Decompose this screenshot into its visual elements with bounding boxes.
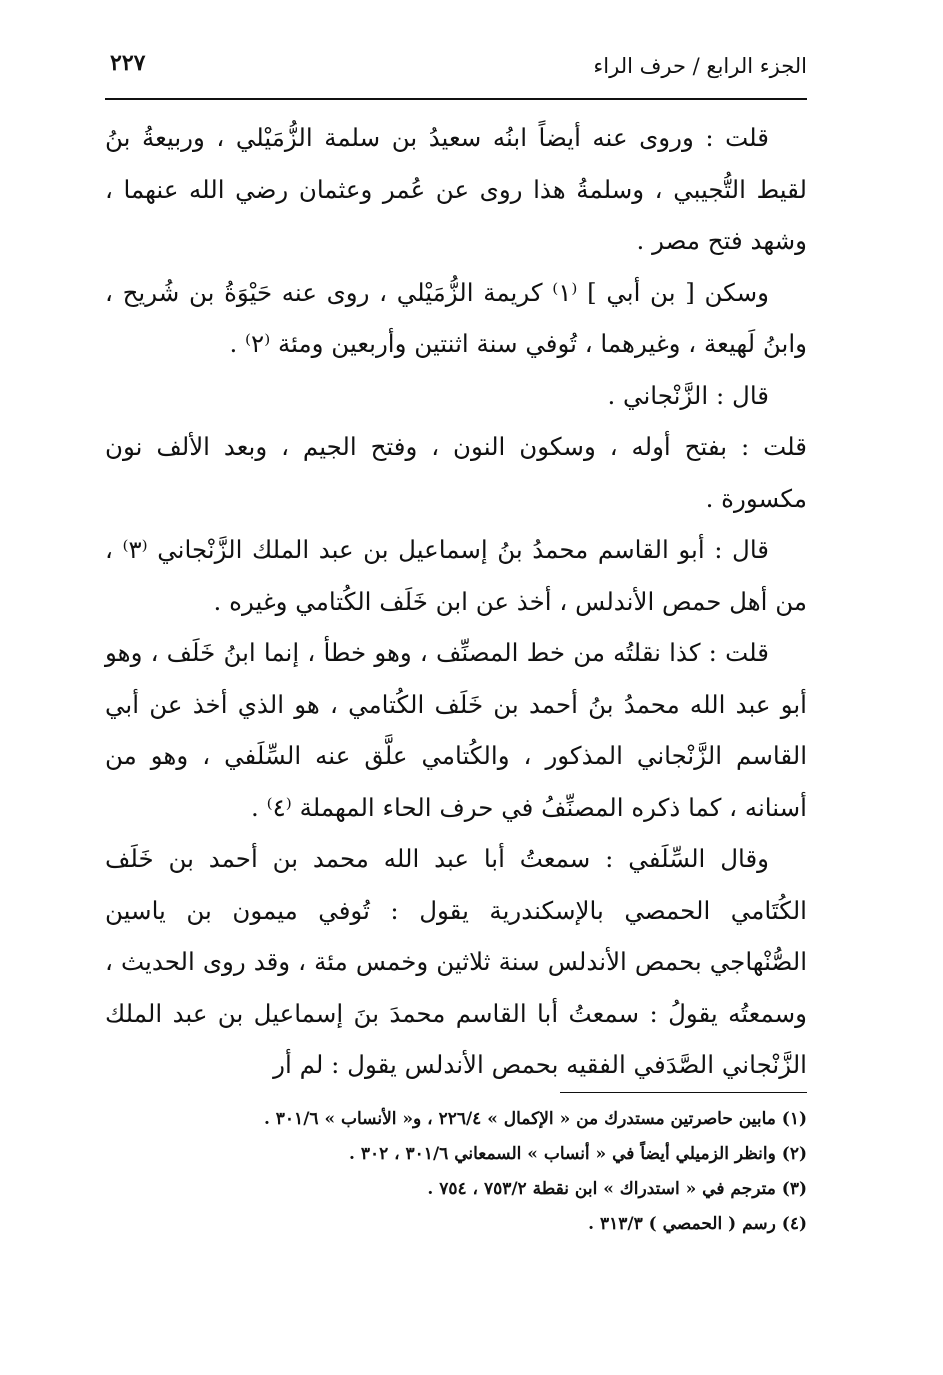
- footnote-2: (٢) وانظر الزميلي أيضاً في « أنساب » السمعاني ٣٠١/٦ ، ٣٠٢ .: [348, 1144, 807, 1164]
- paragraph: قال : أبو القاسم محمدُ بنُ إسماعيل بن عبد الملك الزَّنْجاني ⁽٣⁾ ، من أهل حمص الأندلس ، أخذ عن ابن خَلَف الكُتامي وغيره .: [105, 535, 807, 616]
- paragraph: قلت : بفتح أوله ، وسكون النون ، وفتح الجيم ، وبعد الألف نون مكسورة .: [105, 432, 807, 513]
- footnote-1: (١) مابين حاصرتين مستدرك من « الإكمال » ٢٢٦/٤ ، و« الأنساب » ٣٠١/٦ .: [263, 1109, 807, 1129]
- paragraph: قلت : وروى عنه أيضاً ابنُه سعيدُ بن سلمة الزُّمَيْلي ، وربيعةُ بنُ لقيط التُّجيبي ، وسلمةُ هذا روى عن عُمر وعثمان رضي الله عنهما ، وشهد فتح مصر .: [105, 123, 807, 255]
- running-title: الجزء الرابع / حرف الراء: [593, 54, 807, 78]
- header-divider: [105, 98, 807, 100]
- paragraph: وسكن [ بن أبي ] ⁽١⁾ كريمة الزُّمَيْلي ، روى عنه حَيْوَةُ بن شُريح ، وابنُ لَهيعة ، وغيرهما ، تُوفي سنة اثنتين وأربعين ومئة ⁽٢⁾ .: [105, 277, 807, 358]
- main-text: [105, 112, 807, 1091]
- paragraph: قال : الزَّنْجاني .: [607, 380, 769, 410]
- paragraph: قلت : كذا نقلتُه من خط المصنِّف ، وهو خطأ ، إنما ابنُ خَلَف ، وهو أبو عبد الله محمدُ بنُ أحمد بن خَلَف الكُتامي ، هو الذي أخذ عن أبي القاسم الزَّنْجاني المذكور ، والكُتامي علَّق عنه السِّلَفي ، وهو من أسنانه ، كما ذكره المصنِّفُ في حرف الحاء المهملة ⁽٤⁾ .: [105, 638, 807, 822]
- running-header: [105, 50, 807, 90]
- footnotes: [105, 1102, 807, 1242]
- footnote-3: (٣) مترجم في « استدراك » ابن نقطة ٧٥٣/٢ ، ٧٥٤ .: [427, 1179, 807, 1199]
- page-number: ٢٢٧: [110, 50, 146, 76]
- footnote-4: (٤) رسم ( الحمصي ) ٣١٣/٣ .: [588, 1214, 807, 1234]
- paragraph: وقال السِّلَفي : سمعتُ أبا عبد الله محمد بن أحمد بن خَلَف الكُتَامي الحمصي بالإسكندرية يقول : تُوفي ميمون بن ياسين الصُّنْهاجي بحمص الأندلس سنة ثلاثين وخمس مئة ، وقد روى الحديث ، وسمعتُه يقولُ : سمعتُ أبا القاسم محمدَ بنَ إسماعيل بن عبد الملك الزَّنْجاني الصَّدَفي الفقيه بحمص الأندلس يقول : لم أر: [105, 844, 807, 1079]
- footnote-divider: [560, 1092, 807, 1093]
